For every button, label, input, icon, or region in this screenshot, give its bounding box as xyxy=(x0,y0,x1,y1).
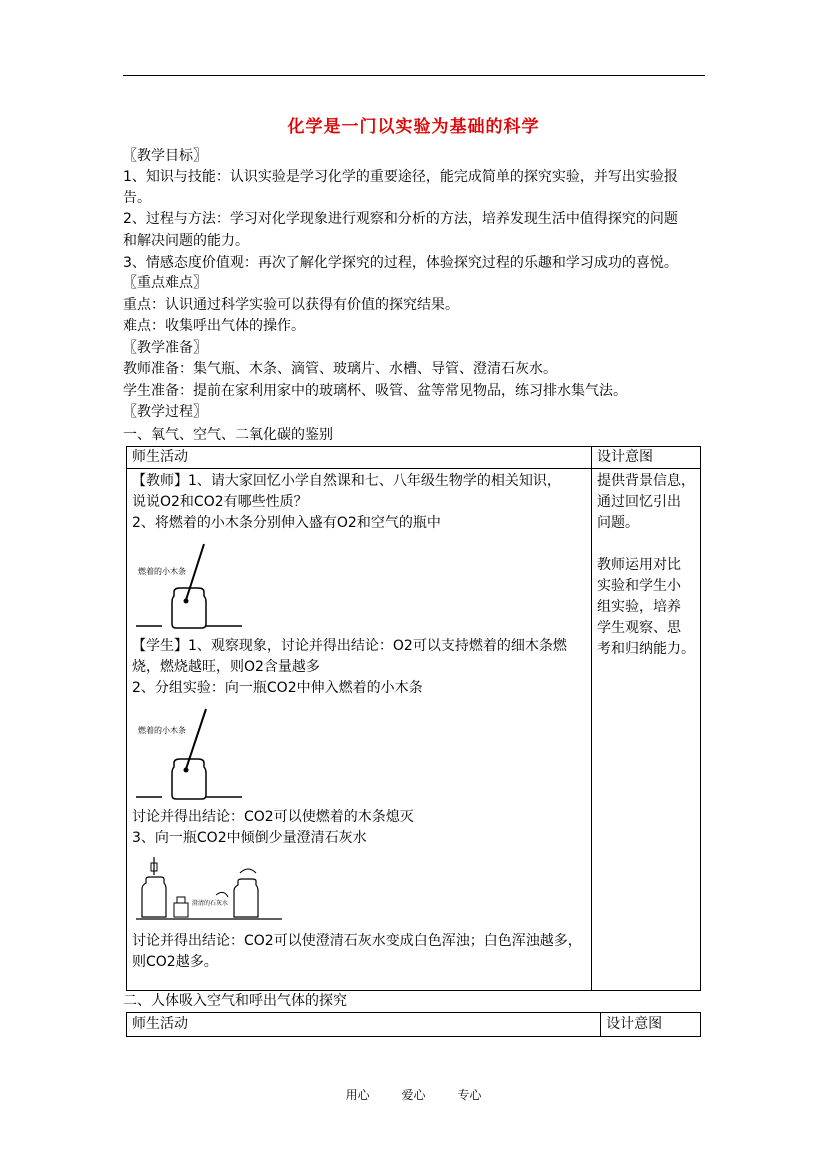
intent-line-8: 考和归纳能力。 xyxy=(597,641,695,657)
teacher-prep: 教师准备：集气瓶、木条、滴管、玻璃片、水槽、导管、澄清石灰水。 xyxy=(123,361,557,377)
fig3-label: 澄清的石灰水 xyxy=(192,900,229,907)
footer-item-2: 爱心 xyxy=(401,1088,426,1102)
goal-1-line-a: 1、知识与技能：认识实验是学习化学的重要途径，能完成简单的探究实验，并写出实验报 xyxy=(123,169,678,185)
header-rule xyxy=(123,75,705,76)
table-1-header-intent: 设计意图 xyxy=(592,447,701,469)
step-3-limewater: 3、向一瓶CO2中倾倒少量澄清石灰水 xyxy=(132,830,367,846)
goal-1-line-b: 告。 xyxy=(123,190,151,206)
intent-line-7: 学生观察、思 xyxy=(597,620,681,636)
intent-line-4: 教师运用对比 xyxy=(597,557,681,573)
table-part-1 xyxy=(126,446,701,991)
fig1-label: 燃着的小木条 xyxy=(138,567,186,576)
page-footer xyxy=(0,1086,827,1103)
goals-heading: 〖教学目标〗 xyxy=(123,148,207,164)
footer-item-3: 专心 xyxy=(457,1088,482,1102)
table-1-intent-cell xyxy=(592,469,701,991)
difficult-point: 难点：收集呼出气体的操作。 xyxy=(123,318,305,334)
student-prep: 学生准备：提前在家利用家中的玻璃杯、吸管、盆等常见物品，练习排水集气法。 xyxy=(123,383,627,399)
table-2-header-activity: 师生活动 xyxy=(127,1013,601,1037)
footer-item-1: 用心 xyxy=(345,1088,370,1102)
burning-stick-co2-figure xyxy=(134,703,244,805)
conclusion-limewater-a: 讨论并得出结论：CO2可以使澄清石灰水变成白色浑浊；白色浑浊越多， xyxy=(132,933,582,949)
key-heading: 〖重点难点〗 xyxy=(123,275,207,291)
prep-heading: 〖教学准备〗 xyxy=(123,340,207,356)
process-heading: 〖教学过程〗 xyxy=(123,404,207,420)
part-1-heading: 一、氧气、空气、二氧化碳的鉴别 xyxy=(123,427,333,443)
student-observation-a: 【学生】1、观察现象，讨论并得出结论：O2可以支持燃着的细木条燃 xyxy=(132,638,567,654)
table-1-activity-cell xyxy=(127,469,592,991)
table-1-header-activity: 师生活动 xyxy=(127,447,592,469)
teacher-step-2: 2、将燃着的小木条分别伸入盛有O2和空气的瓶中 xyxy=(132,515,441,531)
limewater-pour-figure xyxy=(134,853,284,929)
goal-2-line-b: 和解决问题的能力。 xyxy=(123,233,249,249)
table-part-2 xyxy=(126,1012,701,1037)
teacher-question-a: 【教师】1、请大家回忆小学自然课和七、八年级生物学的相关知识， xyxy=(132,473,561,489)
student-group-experiment: 2、分组实验：向一瓶CO2中伸入燃着的小木条 xyxy=(132,680,423,696)
part-2-heading: 二、人体吸入空气和呼出气体的探究 xyxy=(123,993,347,1009)
conclusion-limewater-b: 则CO2越多。 xyxy=(132,954,218,970)
conclusion-co2-extinguish: 讨论并得出结论：CO2可以使燃着的木条熄灭 xyxy=(132,809,414,825)
intent-spacer xyxy=(597,534,695,555)
fig2-label: 燃着的小木条 xyxy=(138,726,186,735)
burning-stick-oxygen-figure xyxy=(134,538,244,634)
intent-line-6: 组实验，培养 xyxy=(597,599,681,615)
teacher-question-b: 说说O2和CO2有哪些性质？ xyxy=(132,494,308,510)
table-2-header-intent: 设计意图 xyxy=(601,1013,701,1037)
student-observation-b: 烧，燃烧越旺，则O2含量越多 xyxy=(132,659,320,675)
intent-line-3: 问题。 xyxy=(597,515,639,531)
key-point: 重点：认识通过科学实验可以获得有价值的探究结果。 xyxy=(123,297,459,313)
goal-2-line-a: 2、过程与方法：学习对化学现象进行观察和分析的方法，培养发现生活中值得探究的问题 xyxy=(123,211,678,227)
intent-line-2: 通过回忆引出 xyxy=(597,494,681,510)
document-title: 化学是一门以实验为基础的科学 xyxy=(287,117,540,137)
goal-3: 3、情感态度价值观：再次了解化学探究的过程，体验探究过程的乐趣和学习成功的喜悦。 xyxy=(123,255,678,271)
intent-line-1: 提供背景信息， xyxy=(597,473,695,489)
intent-line-5: 实验和学生小 xyxy=(597,578,681,594)
